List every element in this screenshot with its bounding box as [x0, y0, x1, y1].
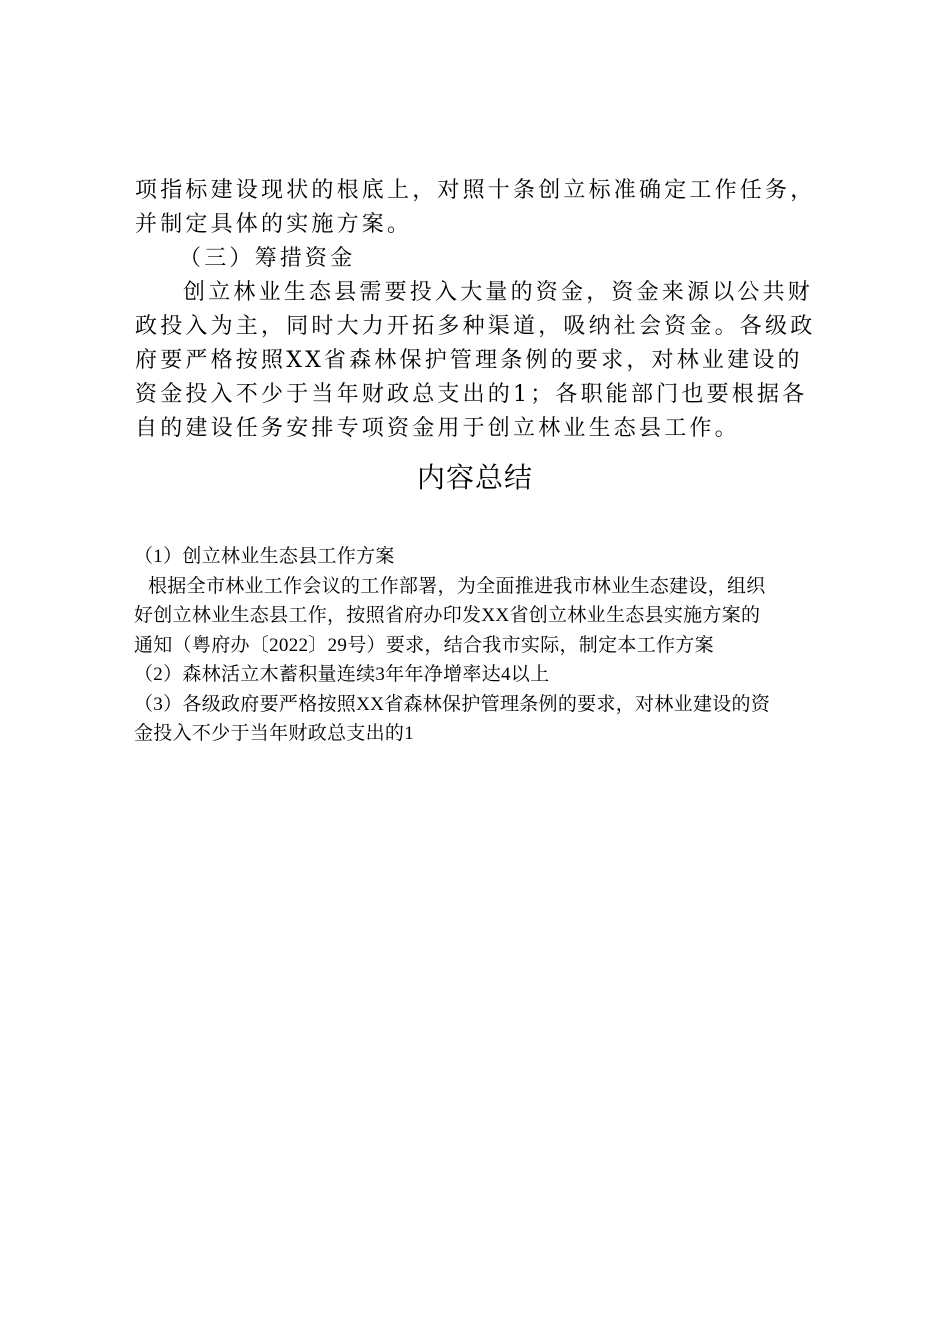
body-line: 府要严格按照XX省森林保护管理条例的要求，对林业建设的: [135, 348, 803, 373]
body-line: 并制定具体的实施方案。: [135, 212, 413, 237]
body-line: 资金投入不少于当年财政总支出的1；各职能部门也要根据各: [135, 382, 808, 407]
body-line: 自的建设任务安排专项资金用于创立林业生态县工作。: [135, 416, 740, 441]
summary-text: [134, 542, 834, 749]
summary-line: 好创立林业生态县工作，按照省府办印发XX省创立林业生态县实施方案的: [134, 605, 761, 626]
body-line: 项指标建设现状的根底上，对照十条创立标准确定工作任务，: [135, 178, 816, 203]
summary-line: 金投入不少于当年财政总支出的1: [134, 723, 415, 744]
body-text: [135, 174, 825, 446]
body-line: 政投入为主，同时大力开拓多种渠道，吸纳社会资金。各级政: [135, 314, 816, 339]
summary-title: 内容总结: [416, 461, 533, 494]
summary-line: （1）创立林业生态县工作方案: [134, 546, 395, 567]
summary-line: 通知（粤府办〔2022〕29号）要求，结合我市实际，制定本工作方案: [134, 634, 714, 656]
summary-line: （2）森林活立木蓄积量连续3年年净增率达4以上: [134, 664, 550, 685]
body-line: 创立林业生态县需要投入大量的资金，资金来源以公共财: [183, 280, 814, 305]
summary-line: （3）各级政府要严格按照XX省森林保护管理条例的要求，对林业建设的资: [134, 693, 771, 715]
section-heading: （三）筹措资金: [179, 246, 356, 271]
summary-line: 根据全市林业工作会议的工作部署，为全面推进我市林业生态建设，组织: [148, 575, 766, 597]
